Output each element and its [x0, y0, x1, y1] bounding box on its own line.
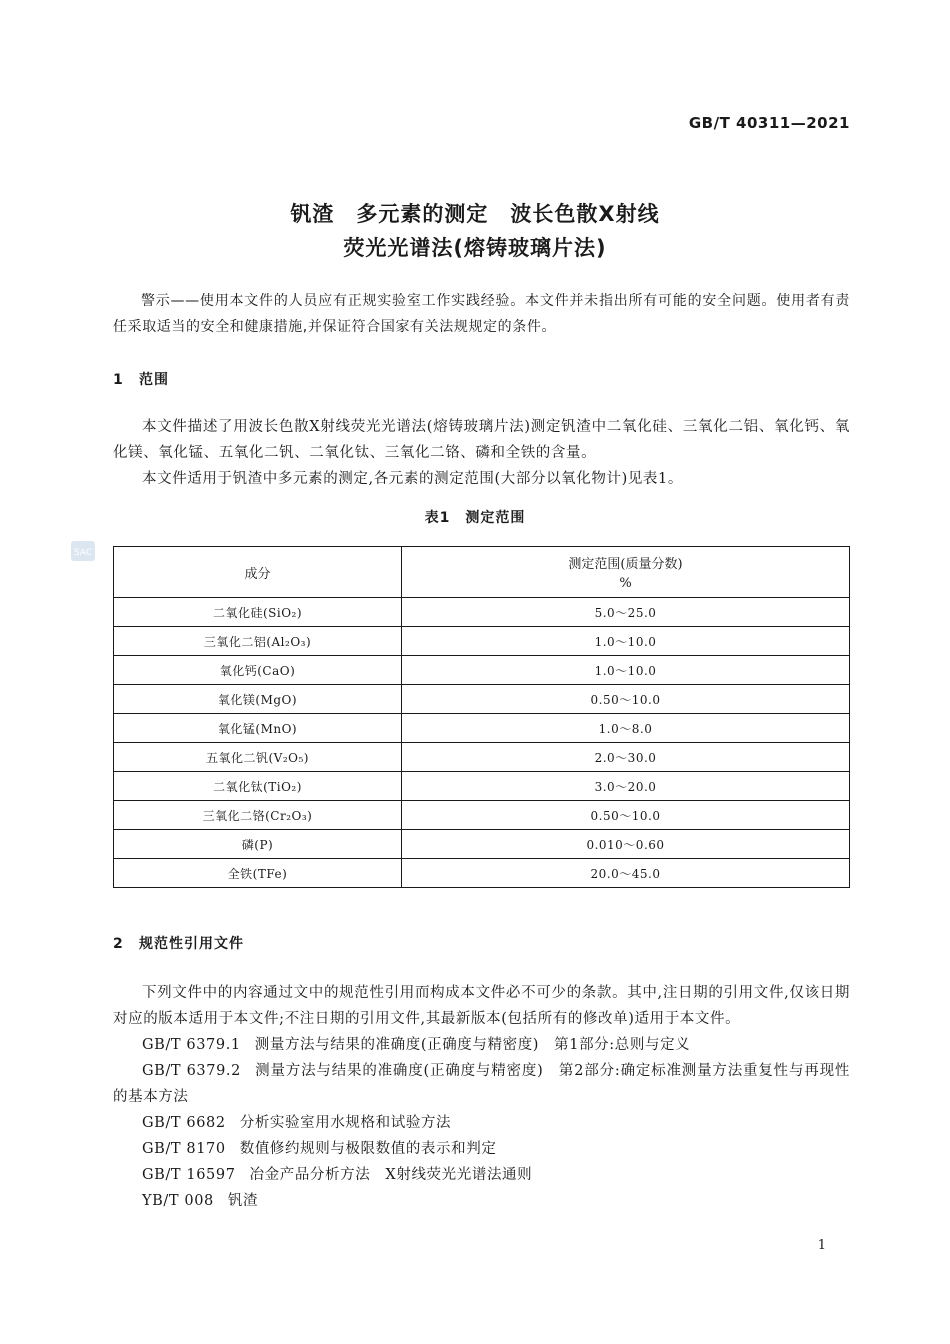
table-header-row	[114, 547, 850, 598]
component-cell: 三氧化二铬(Cr₂O₃)	[114, 801, 402, 830]
reference-item	[113, 1058, 850, 1110]
component-cell: 磷(P)	[114, 830, 402, 859]
section-1-number: 1	[113, 372, 124, 388]
range-cell: 3.0～20.0	[402, 772, 850, 801]
table-row	[114, 656, 850, 685]
reference-item	[113, 1136, 850, 1162]
standard-number: GB/T 40311—2021	[688, 114, 850, 132]
range-cell: 20.0～45.0	[402, 859, 850, 888]
reference-code: GB/T 16597	[142, 1167, 236, 1183]
component-cell: 二氧化钛(TiO₂)	[114, 772, 402, 801]
reference-title: 数值修约规则与极限数值的表示和判定	[239, 1141, 497, 1157]
reference-title: 测量方法与结果的准确度(正确度与精密度) 第1部分:总则与定义	[254, 1037, 691, 1053]
document-title-line1: 钒渣 多元素的测定 波长色散X射线	[290, 202, 660, 226]
reference-title: 冶金产品分析方法 X射线荧光光谱法通则	[249, 1167, 533, 1183]
range-cell: 1.0～10.0	[402, 627, 850, 656]
range-cell: 2.0～30.0	[402, 743, 850, 772]
range-cell: 1.0～10.0	[402, 656, 850, 685]
range-cell: 5.0～25.0	[402, 598, 850, 627]
table-row	[114, 743, 850, 772]
range-table	[113, 546, 850, 888]
svg-text:SAC: SAC	[73, 548, 93, 558]
sac-logo-icon	[70, 540, 96, 562]
component-cell: 二氧化硅(SiO₂)	[114, 598, 402, 627]
reference-title: 分析实验室用水规格和试验方法	[239, 1115, 452, 1131]
reference-code: YB/T 008	[142, 1193, 214, 1209]
scope-paragraph-1: 本文件描述了用波长色散X射线荧光光谱法(熔铸玻璃片法)测定钒渣中二氧化硅、三氧化二铝、氧化钙、氧化镁、氧化锰、五氧化二钒、二氧化钛、三氧化二铬、磷和全铁的含量。	[113, 419, 850, 461]
reference-code: GB/T 6379.2	[142, 1063, 241, 1079]
document-title-line2: 荧光光谱法(熔铸玻璃片法)	[343, 236, 607, 260]
table-row	[114, 859, 850, 888]
reference-code: GB/T 6682	[142, 1115, 226, 1131]
range-cell: 0.010～0.60	[402, 830, 850, 859]
component-cell: 五氧化二钒(V₂O₅)	[114, 743, 402, 772]
component-cell: 全铁(TFe)	[114, 859, 402, 888]
reference-title: 测量方法与结果的准确度(正确度与精密度) 第2部分:确定标准测量方法重复性与再现性的基本方法	[113, 1063, 850, 1105]
range-cell: 0.50～10.0	[402, 801, 850, 830]
reference-item	[113, 1188, 850, 1214]
range-cell: 1.0～8.0	[402, 714, 850, 743]
table-row	[114, 801, 850, 830]
reference-item	[113, 1032, 850, 1058]
component-cell: 氧化钙(CaO)	[114, 656, 402, 685]
range-column-unit: %	[619, 576, 632, 591]
component-column-header: 成分	[114, 547, 402, 598]
section-2-title: 规范性引用文件	[139, 936, 244, 952]
scope-paragraph-2: 本文件适用于钒渣中多元素的测定,各元素的测定范围(大部分以氧化物计)见表1。	[142, 471, 683, 487]
table-caption: 表1 测定范围	[424, 510, 526, 526]
component-cell: 氧化锰(MnO)	[114, 714, 402, 743]
warning-paragraph: 警示——使用本文件的人员应有正规实验室工作实践经验。本文件并未指出所有可能的安全问题。使用者有责任采取适当的安全和健康措施,并保证符合国家有关法规规定的条件。	[113, 293, 850, 335]
range-column-header	[402, 547, 850, 598]
table-row	[114, 627, 850, 656]
section-1-title: 范围	[139, 372, 169, 388]
range-column-label: 测定范围(质量分数)	[568, 557, 683, 572]
reference-code: GB/T 6379.1	[142, 1037, 241, 1053]
table-row	[114, 598, 850, 627]
reference-item	[113, 1110, 850, 1136]
component-cell: 氧化镁(MgO)	[114, 685, 402, 714]
page-number: 1	[817, 1238, 826, 1253]
range-cell: 0.50～10.0	[402, 685, 850, 714]
reference-title: 钒渣	[227, 1193, 259, 1209]
references-intro: 下列文件中的内容通过文中的规范性引用而构成本文件必不可少的条款。其中,注日期的引用文件,仅该日期对应的版本适用于本文件;不注日期的引用文件,其最新版本(包括所有的修改单)适用于本文件。	[113, 985, 850, 1027]
section-2-heading	[113, 933, 244, 953]
table-row	[114, 830, 850, 859]
component-cell: 三氧化二铝(Al₂O₃)	[114, 627, 402, 656]
table-row	[114, 772, 850, 801]
normative-references	[113, 980, 850, 1214]
reference-code: GB/T 8170	[142, 1141, 226, 1157]
section-2-number: 2	[113, 936, 124, 952]
reference-item	[113, 1162, 850, 1188]
table-row	[114, 714, 850, 743]
section-1-heading	[113, 369, 169, 389]
table-row	[114, 685, 850, 714]
